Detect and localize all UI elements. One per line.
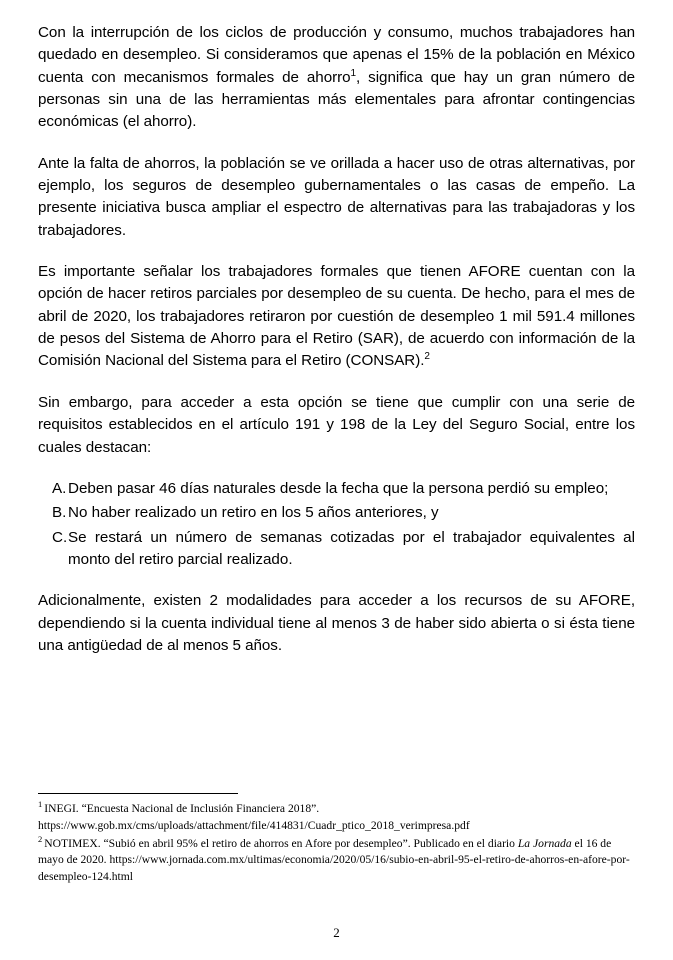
list-item-label: No haber realizado un retiro en los 5 años anteriores, y	[68, 504, 439, 522]
paragraph-3-text: Es importante señalar los trabajadores formales que tienen AFORE cuentan con la opción de hacer retiros parciales por desempleo de su cuenta. De hecho, para el mes de abril de 2020, los trabajadores retiraron por cuestión de desempleo 1 mil 591.4 millones de pesos del Sistema de Ahorro para el Retiro (SAR), de acuerdo con información de la Comisión Nacional del Sistema para el Retiro (CONSAR).	[38, 263, 635, 370]
closing-paragraph: Adicionalmente, existen 2 modalidades para acceder a los recursos de su AFORE, dependiendo si la cuenta individual tiene al menos 3 de haber sido abierta o si ésta tiene una antigüedad de al menos 5 años.	[38, 592, 635, 654]
list-item	[38, 527, 635, 572]
footnote-entry-2-line2[interactable]: el 16 de mayo de 2020. https://www.jornada.com.mx/ultimas/economia/2020/05/16/subio-en-abril-95-el-retiro-de-ahorros-en-afore-por-desempleo-124.html	[38, 836, 630, 883]
paragraph-1-text-after: , significa que hay un gran número de personas sin una de las herramientas más elementales para afrontar contingencias económicas (el ahorro).	[38, 68, 635, 131]
page-number: 2	[333, 925, 340, 940]
footnotes-section	[38, 793, 635, 886]
paragraph-2	[38, 153, 635, 242]
footnote-marker-1: 1	[350, 67, 357, 79]
paragraph-1	[38, 22, 635, 134]
footnote-entry-2	[38, 836, 635, 885]
footnote-separator-rule	[38, 793, 238, 794]
list-item-label: Deben pasar 46 días naturales desde la fecha que la persona perdió su empleo;	[68, 479, 609, 497]
footnote-entry-1-url[interactable]: https://www.gob.mx/cms/uploads/attachment/file/414831/Cuadr_ptico_2018_verimpresa.pdf	[38, 819, 470, 833]
footnote-entry-1-line1: INEGI. “Encuesta Nacional de Inclusión Financiera 2018”.	[44, 802, 320, 815]
list-item-marker: A.	[52, 479, 67, 497]
paragraph-4-text: Sin embargo, para acceder a esta opción se tiene que cumplir con una serie de requisitos establecidos en el artículo 191 y 198 de la Ley del Seguro Social, entre los cuales destacan:	[38, 393, 635, 456]
footnote-entry-2-italic: La Jornada	[517, 836, 572, 850]
paragraph-1-text: Con la interrupción de los ciclos de producción y consumo, muchos trabajadores han quedado en desempleo. Si consideramos que apenas el 15% de la población en México cuenta con mecanismos formales de ahorro	[38, 24, 635, 86]
requirements-list	[38, 478, 635, 571]
footnote-entry-2-line1: NOTIMEX. “Subió en abril 95% el retiro de ahorros en Afore por desempleo”. Publicado en el diario	[44, 836, 518, 850]
paragraph-3	[38, 261, 635, 373]
list-item	[38, 478, 635, 500]
list-item	[38, 502, 635, 524]
footnote-entry-1-marker: 1	[38, 799, 43, 810]
footnote-entry-2-marker: 2	[38, 834, 43, 845]
paragraph-2-text: Ante la falta de ahorros, la población se ve orillada a hacer uso de otras alternativas, por ejemplo, los seguros de desempleo gubernamentales o las casas de empeño. La presente iniciativa busca ampliar el espectro de alternativas para las trabajadoras y los trabajadores.	[38, 154, 635, 239]
list-item-marker: B.	[52, 504, 67, 522]
list-item-marker: C.	[52, 528, 68, 546]
footnote-entry-1	[38, 801, 635, 817]
list-item-label: Se restará un número de semanas cotizadas por el trabajador equivalentes al monto del retiro parcial realizado.	[68, 528, 635, 568]
paragraph-4	[38, 392, 635, 459]
footnote-marker-2: 2	[424, 351, 430, 363]
